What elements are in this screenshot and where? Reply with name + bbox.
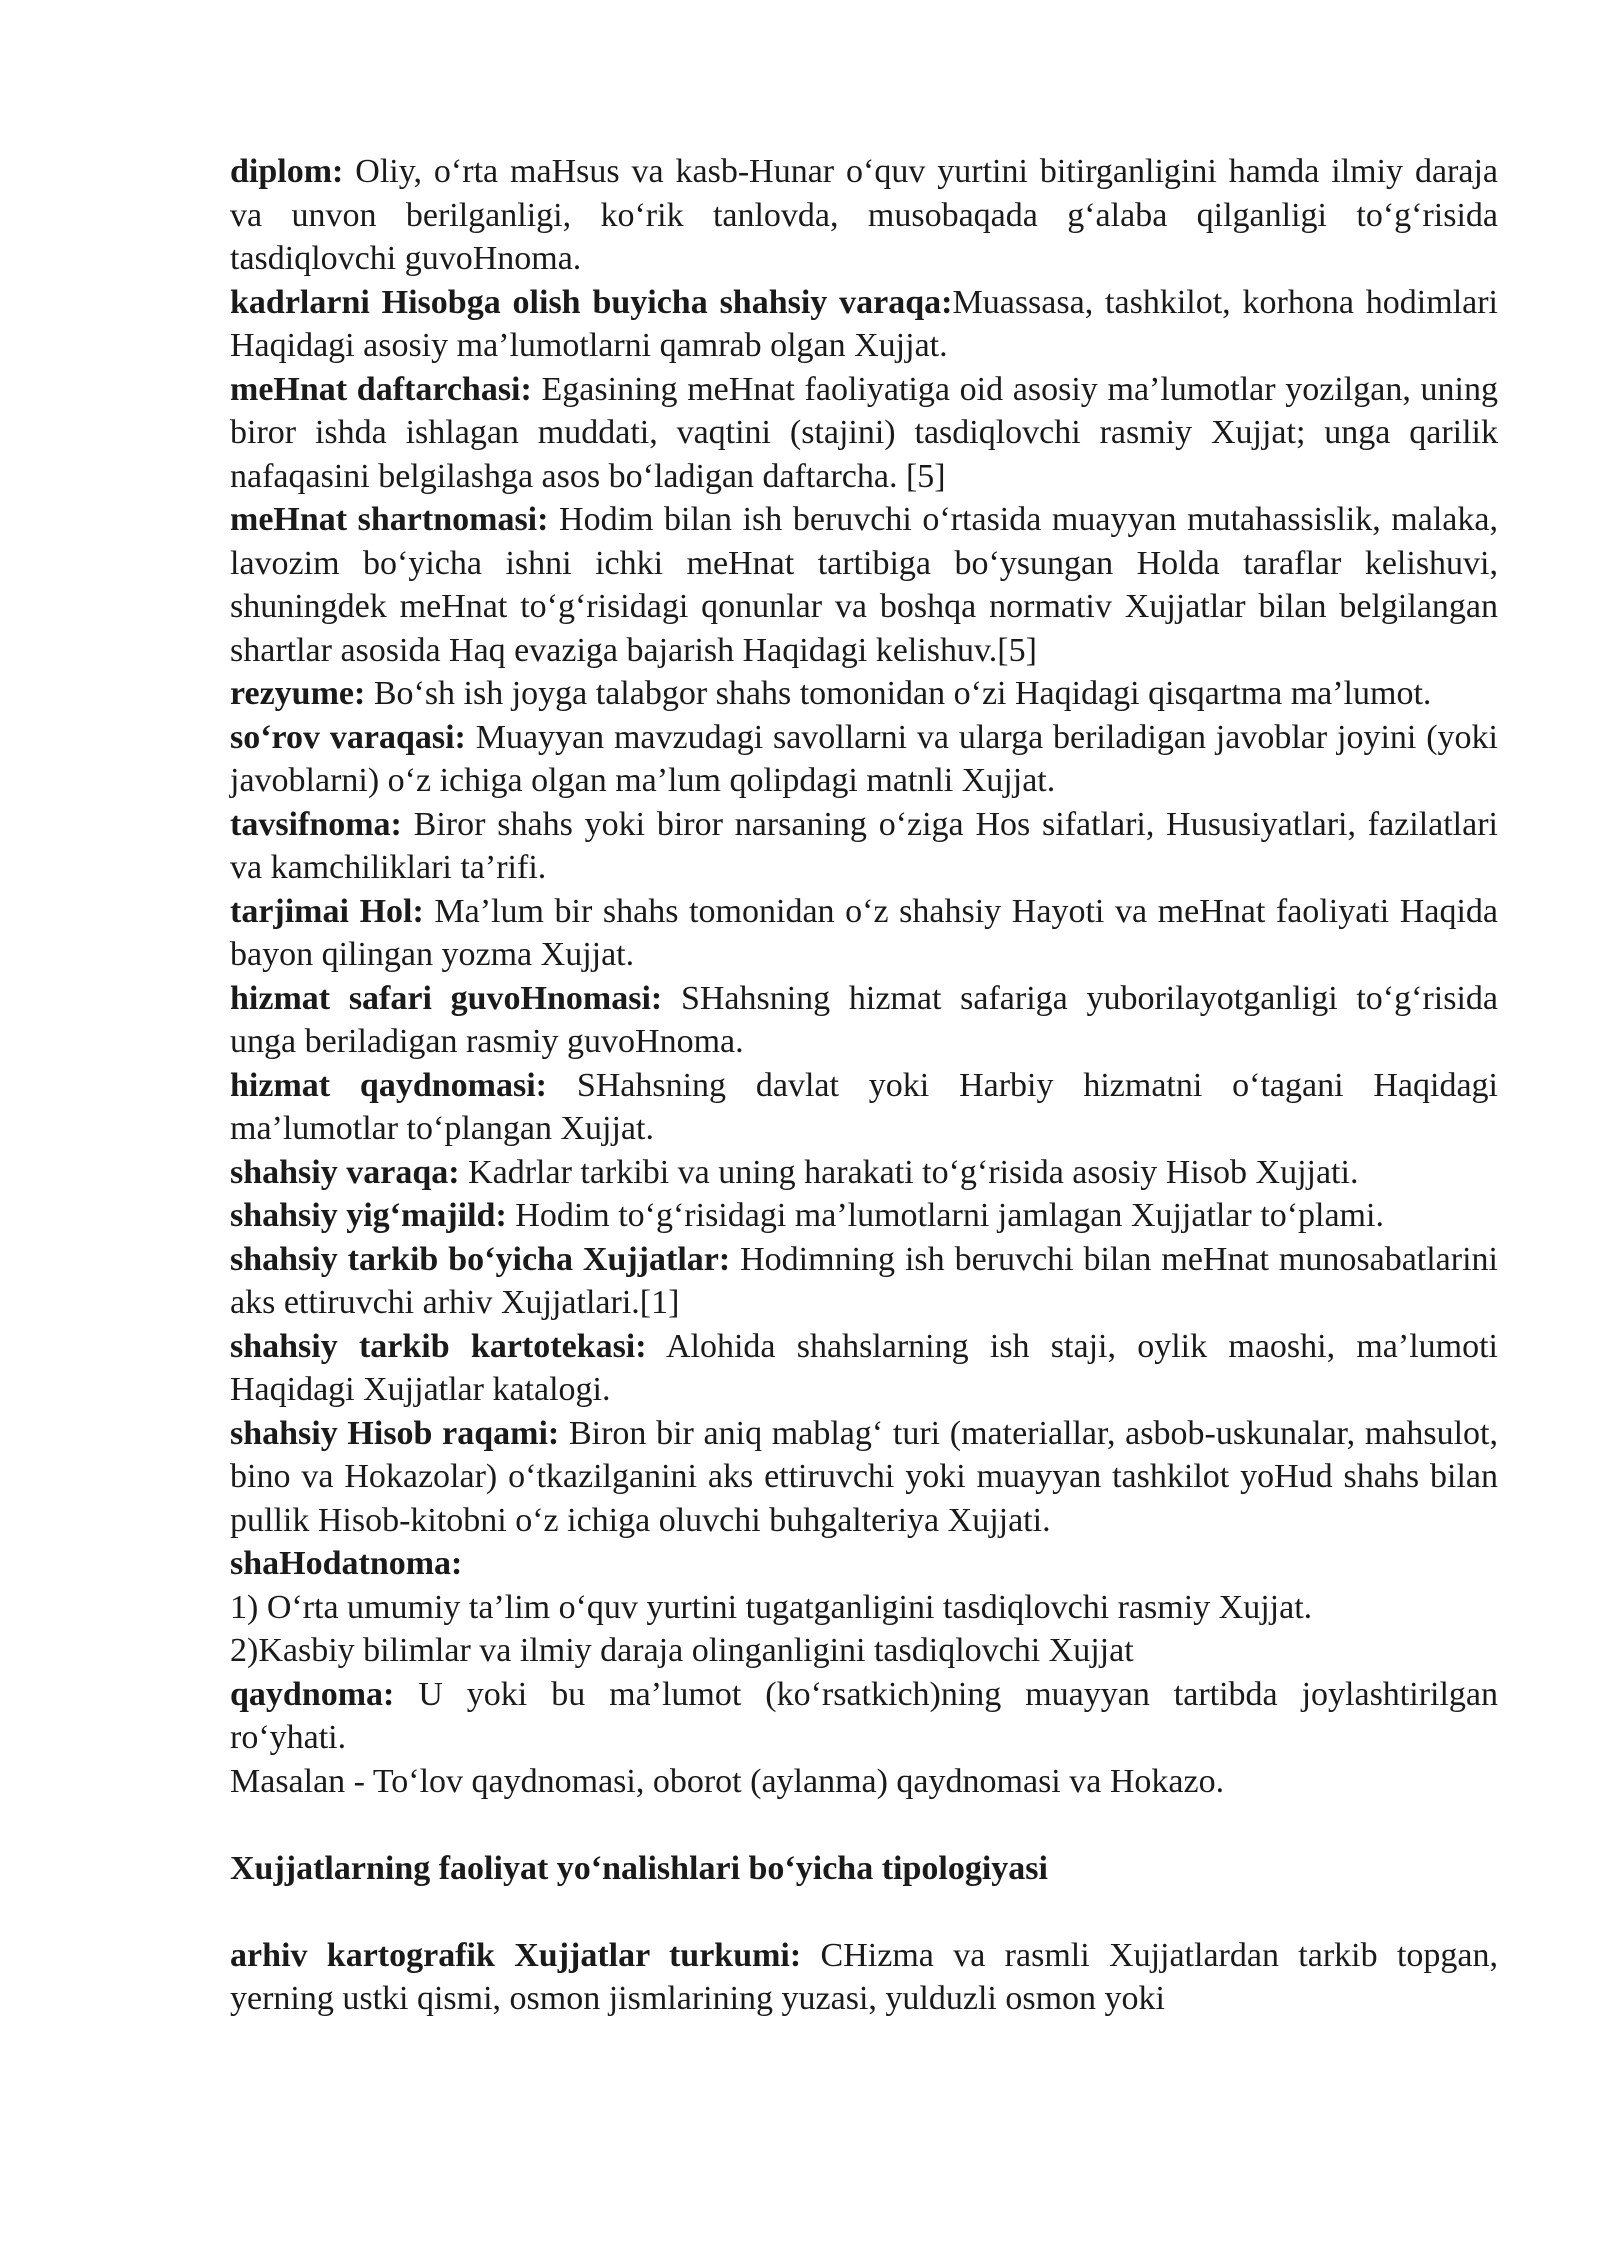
glossary-definition: Biror shahs yoki biror narsaning o‘ziga Hos sifatlari, Hususiyatlari, fazilatlari va kamchiliklari ta’rifi. bbox=[230, 805, 1498, 886]
section-heading: Xujjatlarning faoliyat yo‘nalishlari bo‘yicha tipologiyasi bbox=[230, 1849, 1048, 1887]
glossary-term: diplom: bbox=[230, 153, 344, 190]
glossary-term: tavsifnoma: bbox=[230, 805, 402, 843]
document-page bbox=[230, 150, 1498, 2021]
glossary-definition: Bo‘sh ish joyga talabgor shahs tomonidan o‘zi Haqidagi qisqartma ma’lumot. bbox=[365, 675, 1432, 712]
glossary-definition: CHizma va rasmli Xujjatlardan tarkib topgan, yerning ustki qismi, osmon jismlarining yuzasi, yulduzli osmon yoki bbox=[230, 1936, 1499, 2017]
glossary-term: hizmat qaydnomasi: bbox=[230, 1066, 547, 1104]
glossary-definition: U yoki bu ma’lumot (ko‘rsatkich)ning muayyan tartibda joylashtirilgan ro‘yhati. bbox=[230, 1675, 1498, 1756]
glossary-entry bbox=[230, 1238, 1498, 1325]
glossary-definition: Hodim to‘g‘risidagi ma’lumotlarni jamlagan Xujjatlar to‘plami. bbox=[506, 1197, 1384, 1234]
glossary-definition: Biron bir aniq mablag‘ turi (materiallar, asbob-uskunalar, mahsulot, bino va Hokazolar) o‘tkazilganini aks ettiruvchi yoki muayyan tashkilot yoHud shahs bilan pullik Hisob-kitobni o‘z ichiga oluvchi buhgalteriya Xujjati. bbox=[230, 1414, 1498, 1539]
glossary-term: qaydnoma: bbox=[230, 1675, 395, 1713]
glossary-term: shahsiy tarkib bo‘yicha Xujjatlar: bbox=[230, 1240, 731, 1278]
glossary-entry bbox=[230, 1542, 1498, 1586]
glossary-entry bbox=[230, 368, 1498, 499]
glossary-entry bbox=[230, 1194, 1498, 1238]
glossary-definition: Muassasa, tashkilot, korhona hodimlari Haqidagi asosiy ma’lumotlarni qamrab olgan Xujjat. bbox=[230, 283, 1499, 364]
glossary-entry bbox=[230, 498, 1498, 672]
glossary-term: kadrlarni Hisobga olish buyicha shahsiy varaqa: bbox=[230, 283, 953, 321]
glossary-term: arhiv kartografik Xujjatlar turkumi: bbox=[230, 1936, 802, 1974]
glossary-term: shahsiy yig‘majild: bbox=[230, 1197, 507, 1234]
glossary-definition: Hodim bilan ish beruvchi o‘rtasida muayyan mutahassislik, malaka, lavozim bo‘yicha ishni ichki meHnat tartibiga bo‘ysungan Holda taraflar kelishuvi, shuningdek meHnat to‘g‘risidagi qonunlar va boshqa normativ Xujjatlar bilan belgilangan shartlar asosida Haq evaziga bajarish Haqidagi kelishuv.[5] bbox=[230, 501, 1498, 669]
glossary-definition: Ma’lum bir shahs tomonidan o‘z shahsiy Hayoti va meHnat faoliyati Haqida bayon qilingan yozma Xujjat. bbox=[230, 892, 1498, 973]
shahodatnoma-item-2: 2)Kasbiy bilimlar va ilmiy daraja olinganligini tasdiqlovchi Xujjat bbox=[230, 1632, 1134, 1669]
glossary-entry bbox=[230, 890, 1498, 977]
example-line: Masalan - To‘lov qaydnomasi, oborot (aylanma) qaydnomasi va Hokazo. bbox=[230, 1762, 1225, 1800]
glossary-entry-qaydnoma bbox=[230, 1673, 1498, 1760]
glossary-definition: Hodimning ish beruvchi bilan meHnat munosabatlarini aks ettiruvchi arhiv Xujjatlari.[1] bbox=[230, 1240, 1498, 1321]
glossary-definition: SHahsning davlat yoki Harbiy hizmatni o‘tagani Haqidagi ma’lumotlar to‘plangan Xujjat. bbox=[230, 1066, 1499, 1147]
glossary-term: meHnat shartnomasi: bbox=[230, 501, 549, 538]
glossary-entry bbox=[230, 672, 1498, 716]
glossary-entry bbox=[230, 150, 1498, 281]
glossary-entries bbox=[230, 150, 1498, 1586]
glossary-term: shahsiy Hisob raqami: bbox=[230, 1414, 560, 1452]
glossary-definition: Alohida shahslarning ish staji, oylik maoshi, ma’lumoti Haqidagi Xujjatlar katalogi. bbox=[230, 1327, 1498, 1408]
glossary-definition: Egasining meHnat faoliyatiga oid asosiy ma’lumotlar yozilgan, uning biror ishda ishlagan muddati, vaqtini (stajini) tasdiqlovchi rasmiy Xujjat; unga qarilik nafaqasini belgilashga asos bo‘ladigan daftarcha. [5] bbox=[230, 370, 1498, 495]
glossary-entry-arhiv bbox=[230, 1934, 1498, 2021]
glossary-term: shaHodatnoma: bbox=[230, 1545, 463, 1582]
glossary-term: shahsiy varaqa: bbox=[230, 1153, 460, 1191]
shahodatnoma-item-1: 1) O‘rta umumiy ta’lim o‘quv yurtini tugatganligini tasdiqlovchi rasmiy Xujjat. bbox=[230, 1588, 1313, 1626]
glossary-entry bbox=[230, 803, 1498, 890]
glossary-definition: Muayyan mavzudagi savollarni va ularga beriladigan javoblar joyini (yoki javoblarni) o‘z ichiga olgan ma’lum qolipdagi matnli Xujjat. bbox=[230, 718, 1498, 799]
glossary-definition: Kadrlar tarkibi va uning harakati to‘g‘risida asosiy Hisob Xujjati. bbox=[459, 1153, 1359, 1191]
glossary-term: hizmat safari guvoHnomasi: bbox=[230, 979, 663, 1017]
glossary-entry bbox=[230, 1151, 1498, 1195]
glossary-entry bbox=[230, 1412, 1498, 1543]
glossary-entry bbox=[230, 716, 1498, 803]
glossary-entry bbox=[230, 281, 1498, 368]
glossary-term: meHnat daftarchasi: bbox=[230, 370, 532, 408]
glossary-term: tarjimai Hol: bbox=[230, 892, 424, 930]
glossary-term: shahsiy tarkib kartotekasi: bbox=[230, 1327, 647, 1365]
glossary-definition: SHahsning hizmat safariga yuborilayotganligi to‘g‘risida unga beriladigan rasmiy guvoHnoma. bbox=[230, 979, 1498, 1060]
glossary-entry bbox=[230, 1064, 1498, 1151]
glossary-entry bbox=[230, 977, 1498, 1064]
glossary-entry bbox=[230, 1325, 1498, 1412]
glossary-definition: Oliy, o‘rta maHsus va kasb-Hunar o‘quv yurtini bitirganligini hamda ilmiy daraja va unvon berilganligi, ko‘rik tanlovda, musobaqada g‘alaba qilganligi to‘g‘risida tasdiqlovchi guvoHnoma. bbox=[230, 153, 1498, 277]
glossary-term: rezyume: bbox=[230, 675, 366, 712]
glossary-term: so‘rov varaqasi: bbox=[230, 718, 466, 756]
